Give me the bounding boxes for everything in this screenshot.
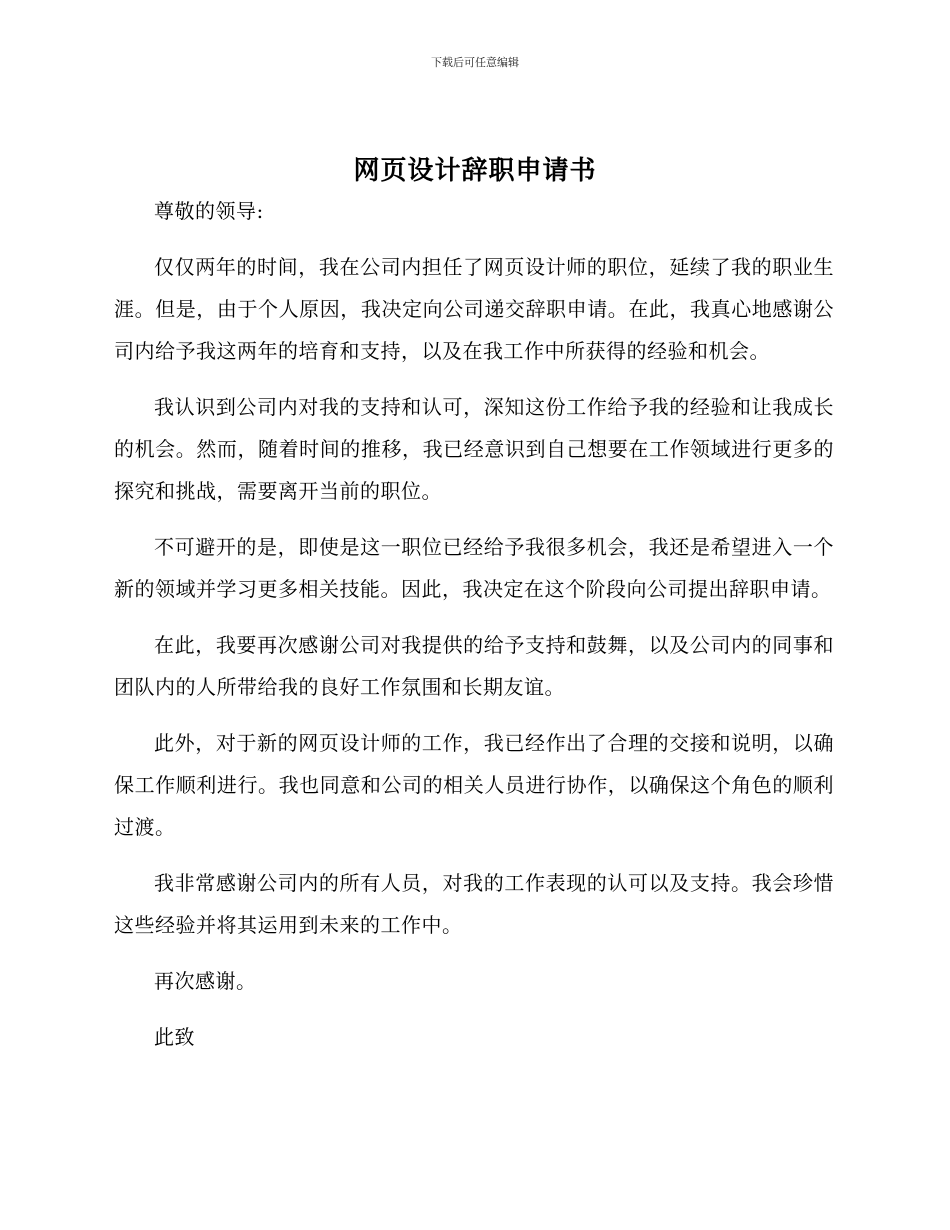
header-note: 下载后可任意编辑 — [431, 56, 519, 69]
paragraph-3: 不可避开的是，即使是这一职位已经给予我很多机会，我还是希望进入一个新的领域并学习更多相关技能。因此，我决定在这个阶段向公司提出辞职申请。 — [114, 535, 834, 601]
salutation: 尊敬的领导: — [154, 199, 264, 223]
document-title: 网页设计辞职申请书 — [353, 156, 597, 186]
paragraph-2: 我认识到公司内对我的支持和认可，深知这份工作给予我的经验和让我成长的机会。然而，随着时间的推移，我已经意识到自己想要在工作领域进行更多的探究和挑战，需要离开当前的职位。 — [114, 395, 834, 503]
paragraph-5: 此外，对于新的网页设计师的工作，我已经作出了合理的交接和说明，以确保工作顺利进行。我也同意和公司的相关人员进行协作，以确保这个角色的顺利过渡。 — [114, 731, 834, 839]
closing-regards: 此致 — [154, 1025, 195, 1049]
closing-thanks: 再次感谢。 — [154, 969, 257, 993]
paragraph-4: 在此，我要再次感谢公司对我提供的给予支持和鼓舞，以及公司内的同事和团队内的人所带给我的良好工作氛围和长期友谊。 — [114, 633, 834, 699]
paragraph-6: 我非常感谢公司内的所有人员，对我的工作表现的认可以及支持。我会珍惜这些经验并将其运用到未来的工作中。 — [114, 871, 834, 937]
document-body — [114, 190, 834, 1072]
paragraph-1: 仅仅两年的时间，我在公司内担任了网页设计师的职位，延续了我的职业生涯。但是，由于个人原因，我决定向公司递交辞职申请。在此，我真心地感谢公司内给予我这两年的培育和支持，以及在我工作中所获得的经验和机会。 — [114, 255, 834, 363]
